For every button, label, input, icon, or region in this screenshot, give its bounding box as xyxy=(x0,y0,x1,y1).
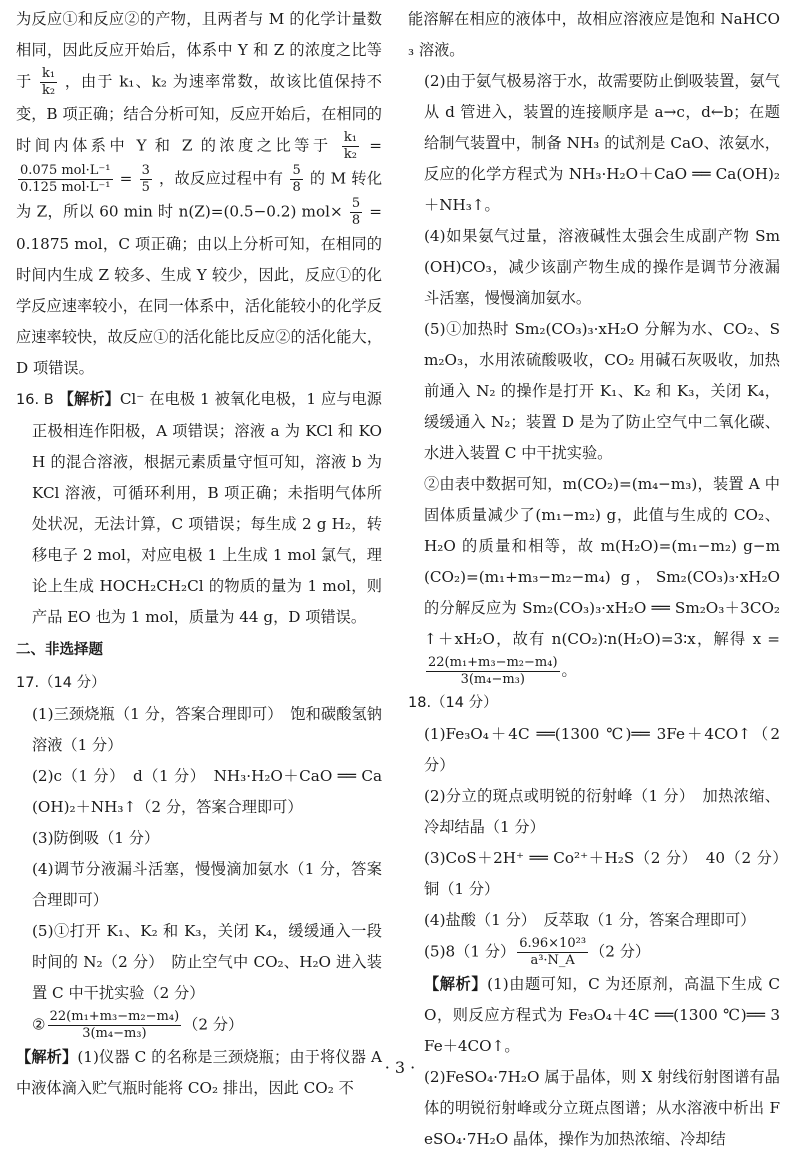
page-number: · 3 · xyxy=(384,1058,416,1077)
analysis-tag: 【解析】 xyxy=(424,975,488,993)
left-column xyxy=(16,4,382,1104)
section-title: 二、非选择题 xyxy=(16,642,103,658)
fraction-3-5: $\frac{3}{5}$ xyxy=(141,163,150,195)
question-17-header: 17.（14 分） xyxy=(16,675,106,691)
q17-item-1: (1)三颈烧瓶（1 分，答案合理即可） 饱和碳酸氢钠溶液（1 分） xyxy=(32,705,382,754)
fraction-x-answer: $\frac{\text{22(m₁+m₃−m₂−m₄)}}{\text{3(m₄−m₃)}}$ xyxy=(49,1009,180,1041)
paragraph-r2: (2)由于氨气极易溶于水，故需要防止倒吸装置，氨气从 d 管进入，装置的连接顺序是 a→c，d←b；在题给制气装置中，制备 NH₃ 的试剂是 CaO、浓氨水，反应的化学方程式为 NH₃·H₂O＋CaO ══ Ca(OH)₂＋NH₃↑。 xyxy=(424,72,780,214)
question-18-header: 18.（14 分） xyxy=(408,695,498,711)
paragraph-r5: ②由表中数据可知，m(CO₂)=(m₄−m₃)，装置 A 中固体质量减少了(m₁−m₂) g，此值与生成的 CO₂、H₂O 的质量和相等，故 m(H₂O)=(m₁−m₂) g−m(CO₂)=(m₁+m₃−m₂−m₄) g，Sm₂(CO₃)₃·xH₂O 的分解反应为 Sm₂(CO₃)₃·xH₂O ══ Sm₂O₃＋3CO₂↑＋xH₂O，故有 n(CO₂)∶n(H₂O)=3∶x，解得 x = $\frac{\text{22(m₁+m₃−m₂−m₄)}}{\text{3(m₄−m₃)}}$ 。 xyxy=(424,475,780,687)
q18-item-3: (3)CoS＋2H⁺ ══ Co²⁺＋H₂S（2 分） 40（2 分） 铜（1 分） xyxy=(424,849,796,898)
fraction-k1-k2-second: $\frac{\text{k₁}}{\text{k₂}}$ xyxy=(343,130,357,162)
q17-analysis: 【解析】(1)仪器 C 的名称是三颈烧瓶；由于将仪器 A 中液体滴入贮气瓶时能将 CO₂ 排出，因此 CO₂ 不 xyxy=(16,1048,382,1097)
q17-formula: ② $\frac{\text{22(m₁+m₃−m₂−m₄)}}{\text{3(m₄−m₃)}}$ （2 分） xyxy=(32,1009,244,1041)
right-column xyxy=(408,4,796,1155)
q17-item-3: (3)防倒吸（1 分） xyxy=(32,829,160,847)
q18-analysis-2: (2)FeSO₄·7H₂O 属于晶体，则 X 射线衍射图谱有晶体的明锐衍射峰或分立斑点图谱；从水溶液中析出 FeSO₄·7H₂O 晶体，操作为加热浓缩、冷却结 xyxy=(424,1068,780,1148)
q18-item-2: (2)分立的斑点或明锐的衍射峰（1 分） 加热浓缩、冷却结晶（1 分） xyxy=(424,787,780,836)
question-number: 16. B xyxy=(16,392,54,408)
fraction-concentration: $\frac{\text{0.075 mol·L⁻¹}}{\text{0.125 mol·L⁻¹}}$ xyxy=(20,163,111,195)
q18-analysis-1: 【解析】(1)由题可知，C 为还原剂，高温下生成 CO，则反应方程式为 Fe₃O₄＋4C ══(1300 ℃)══ 3Fe＋4CO↑。 xyxy=(424,975,780,1055)
paragraph-q15-analysis: 为反应①和反应②的产物，且两者与 M 的化学计量数相同，因此反应开始后，体系中 Y 和 Z 的浓度之比等于 $\frac{\text{k₁}}{\text{k₂}}$ ，由于 k₁、k₂ 为速率常数，故该比值保持不变，B 项正确；结合分析可知，反应开始后，在相同的时间内体系中 Y 和 Z 的浓度之比等于 $\frac{\text{k₁}}{\text{k₂}}$ = $\frac{\text{0.075 mol·L⁻¹}}{\text{0.125 mol·L⁻¹}}$ = $\frac{3}{5}$ ，故反应过程中有 $\frac{5}{8}$ 的 M 转化为 Z，所以 60 min 时 n(Z)=(0.5−0.2) mol× $\frac{5}{8}$ =0.1875 mol，C 项正确；由以上分析可知，在相同的时间内生成 Z 较多、生成 Y 较少，因此，反应①的化学反应速率较小，在同一体系中，活化能较小的化学反应速率较快，故反应①的活化能比反应②的活化能大，D 项错误。 xyxy=(16,10,383,377)
paragraph-r3: (4)如果氨气过量，溶液碱性太强会生成副产物 Sm(OH)CO₃，减少该副产物生成的操作是调节分液漏斗活塞，慢慢滴加氨水。 xyxy=(424,227,780,307)
question-16: 16. B 【解析】Cl⁻ 在电极 1 被氧化电极，1 应与电源正极相连作阳极，A 项错误；溶液 a 为 KCl 和 KOH 的混合溶液，根据元素质量守恒可知，溶液 b 为 KCl 溶液，可循环利用，B 项正确；未指明气体所处状况，无法计算，C 项错误；每生成 2 g H₂，转移电子 2 mol，对应电极 1 上生成 1 mol 氯气，理论上生成 HOCH₂CH₂Cl 的物质的量为 1 mol，则产品 EO 也为 1 mol，质量为 44 g，D 项错误。 xyxy=(16,390,382,626)
fraction-x-solution: $\frac{\text{22(m₁+m₃−m₂−m₄)}}{\text{3(m₄−m₃)}}$ xyxy=(428,655,558,687)
analysis-tag: 【解析】 xyxy=(16,1048,78,1066)
fraction-density: $\frac{\text{6.96×10²³}}{\text{a³·N\_A}}$ xyxy=(519,936,587,968)
q17-item-4: (4)调节分液漏斗活塞，慢慢滴加氨水（1 分，答案合理即可） xyxy=(32,860,382,909)
q18-item-4: (4)盐酸（1 分） 反萃取（1 分，答案合理即可） xyxy=(424,911,756,929)
q18-item-5: (5)8（1 分） $\frac{\text{6.96×10²³}}{\text{a³·N\_A}}$ （2 分） xyxy=(424,936,651,968)
fraction-5-8: $\frac{5}{8}$ xyxy=(292,163,301,195)
paragraph-r1: 能溶解在相应的液体中，故相应溶液应是饱和 NaHCO₃ 溶液。 xyxy=(408,10,780,59)
fraction-5-8-second: $\frac{5}{8}$ xyxy=(351,196,361,228)
analysis-tag: 【解析】 xyxy=(58,390,120,408)
q17-item-2: (2)c（1 分） d（1 分） NH₃·H₂O＋CaO ══ Ca(OH)₂＋NH₃↑（2 分，答案合理即可） xyxy=(32,767,382,816)
q17-item-5: (5)①打开 K₁、K₂ 和 K₃，关闭 K₄，缓缓通入一段时间的 N₂（2 分） 防止空气中 CO₂、H₂O 进入装置 C 中干扰实验（2 分） xyxy=(32,922,382,1002)
q18-item-1: (1)Fe₃O₄＋4C ══(1300 ℃)══ 3Fe＋4CO↑（2 分） xyxy=(424,725,780,774)
paragraph-r4: (5)①加热时 Sm₂(CO₃)₃·xH₂O 分解为水、CO₂、Sm₂O₃，水用浓硫酸吸收，CO₂ 用碱石灰吸收，加热前通入 N₂ 的操作是打开 K₁、K₂ 和 K₃，关闭 K₄，缓缓通入 N₂；装置 D 是为了防止空气中二氧化碳、水进入装置 C 中干扰实验。 xyxy=(424,320,780,462)
fraction-k1-k2: $\frac{\text{k₁}}{\text{k₂}}$ xyxy=(41,66,56,98)
